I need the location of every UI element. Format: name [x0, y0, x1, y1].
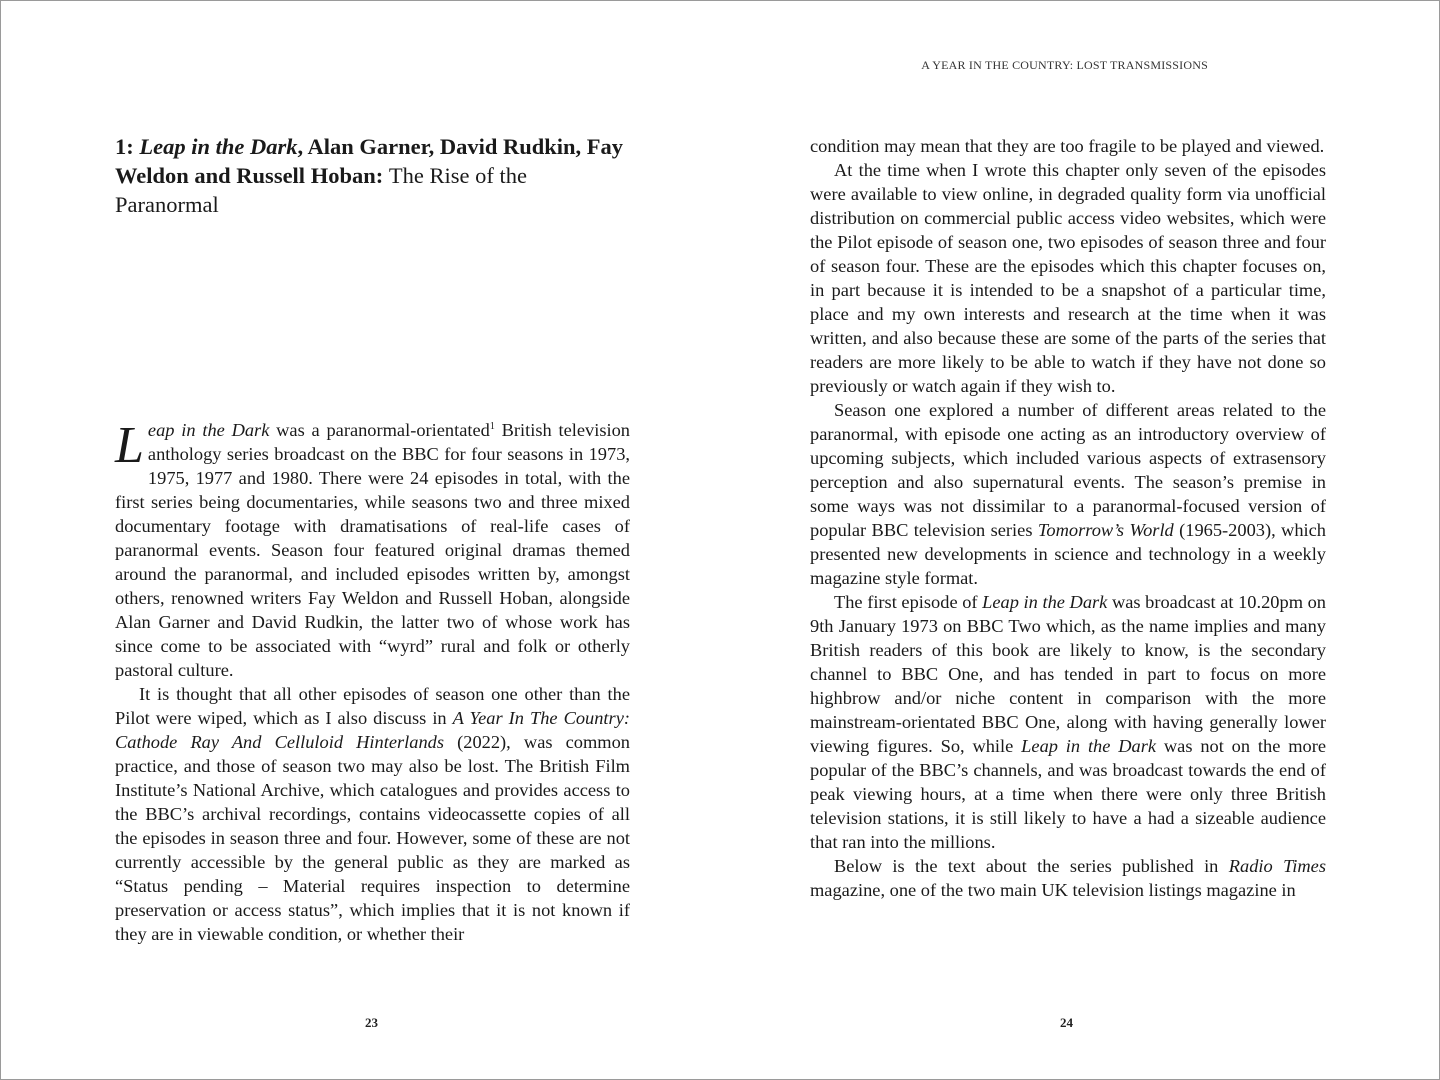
chapter-subtitle: The Rise of the Paranormal	[115, 163, 527, 217]
chapter-title-italic: Leap in the Dark	[139, 134, 298, 159]
left-body-text	[115, 418, 630, 946]
paragraph: At the time when I wrote this chapter only seven of the episodes were available to view online, in degraded quality form via unofficial distribution on commercial public access video websites, which were the Pilot episode of season one, two episodes of season three and four of season four. These are the episodes which this chapter focuses on, in part because it is intended to be a snapshot of a particular time, place and my own interests and research at the time when it was written, and also because these are some of the parts of the series that readers are more likely to be able to watch if they have not done so previously or watch again if they wish to.	[810, 160, 1326, 396]
text-run: (2022), was common practice, and those of season two may also be lost. The British Film Institute’s National Archive, which catalogues and provides access to the BBC’s archival recordings, contains videocassette copies of all the episodes in season three and four. However, some of these are not currently accessible by the general public as they are marked as “Status pending – Material requires inspection to determine preservation or access status”, which implies that it is not known if they are in viewable condition, or whether their	[115, 732, 630, 944]
text-run: magazine, one of the two main UK television listings magazine in	[810, 880, 1296, 900]
text-run: The first episode of	[834, 592, 983, 612]
chapter-title	[115, 132, 635, 219]
paragraph	[115, 418, 630, 682]
footnote-marker[interactable]: 1	[489, 421, 495, 432]
text-run: Below is the text about the series published in	[834, 856, 1229, 876]
italic-title: Leap in the Dark	[982, 592, 1108, 612]
italic-title: A Year In The Country: Cathode Ray And Celluloid Hinterlands	[115, 708, 630, 752]
right-page	[720, 0, 1440, 1080]
paragraph	[810, 854, 1326, 902]
text-run: was broadcast at 10.20pm on 9th January 1973 on BBC Two which, as the name implies and many British readers of this book are likely to know, is the secondary channel to BBC One, and has tended in part to focus on more highbrow and/or niche content in comparison with the more mainstream-orientated BBC One, along with having generally lower viewing figures. So, while	[810, 592, 1326, 756]
text-run: was a paranormal-orientated	[269, 420, 490, 440]
running-head: A YEAR IN THE COUNTRY: LOST TRANSMISSIONS	[921, 58, 1208, 72]
chapter-title-authors: , Alan Garner, David Rudkin, Fay Weldon and Russell Hoban:	[115, 134, 624, 188]
italic-title: Tomorrow’s World	[1037, 520, 1174, 540]
italic-title: eap in the Dark	[147, 420, 270, 440]
paragraph	[810, 590, 1326, 854]
right-body-text	[810, 134, 1326, 902]
chapter-number: 1:	[115, 134, 134, 159]
drop-cap: L	[115, 417, 144, 474]
text-run: British television anthology series broadcast on the BBC for four seasons in 1973, 1975, 1977 and 1980. There were 24 episodes in total, with the first series being documentaries, while seasons two and three mixed documentary footage with dramatisations of real-life cases of paranormal events. Season four featured original dramas themed around the paranormal, and included episodes written by, amongst others, renowned writers Fay Weldon and Russell Hoban, alongside Alan Garner and David Rudkin, the latter two of whose work has since come to be associated with “wyrd” rural and folk or otherly pastoral culture.	[115, 420, 630, 680]
text-run: was not on the more popular of the BBC’s channels, and was broadcast towards the end of peak viewing hours, at a time when there were only three British television stations, it is still likely to have a had a sizeable audience that ran into the millions.	[810, 736, 1326, 852]
italic-title: Leap in the Dark	[1021, 736, 1157, 756]
text-run: It is thought that all other episodes of season one other than the Pilot were wiped, which as I also discuss in	[115, 684, 630, 728]
text-run: Season one explored a number of different areas related to the paranormal, with episode one acting as an introductory overview of upcoming subjects, which included various aspects of extrasensory perception and also supernatural events. The season’s premise in some ways was not dissimilar to a paranormal-focused version of popular BBC television series	[810, 400, 1326, 540]
paragraph	[115, 682, 630, 946]
page-number: 23	[365, 1015, 378, 1030]
page-number: 24	[1060, 1015, 1073, 1030]
italic-title: Radio Times	[1228, 856, 1326, 876]
paragraph: condition may mean that they are too fragile to be played and viewed.	[810, 136, 1325, 156]
paragraph	[810, 398, 1326, 590]
text-run: (1965-2003), which presented new developments in science and technology in a weekly magazine style format.	[810, 520, 1326, 588]
